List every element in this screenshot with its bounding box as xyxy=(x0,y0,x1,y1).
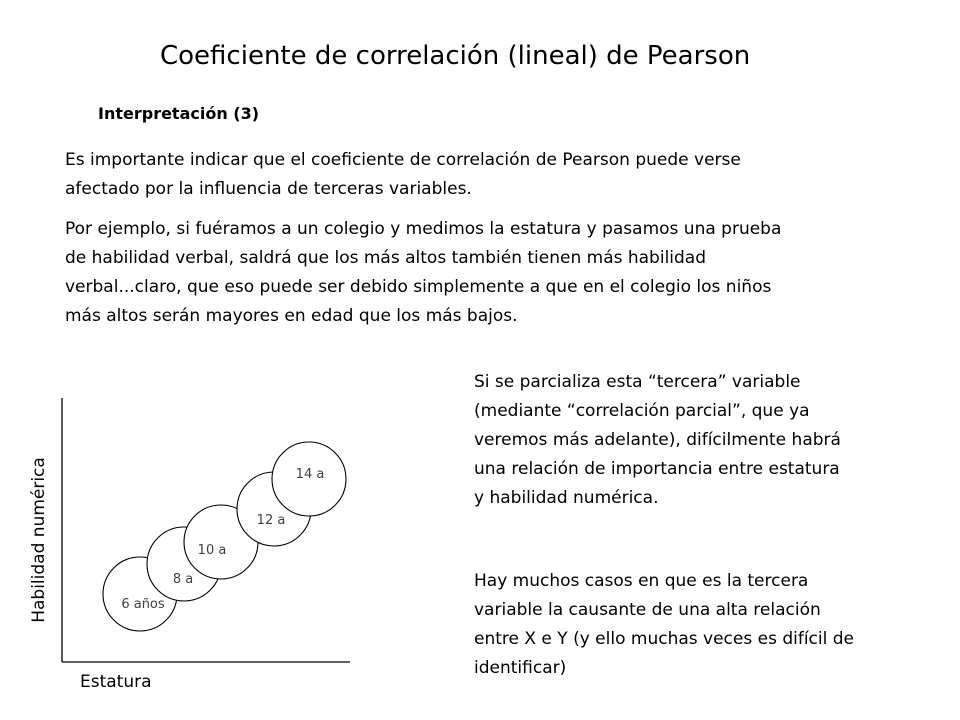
slide-subtitle: Interpretación (3) xyxy=(98,104,260,123)
intro-line: Es importante indicar que el coeficiente de correlación de Pearson puede verse xyxy=(65,150,741,170)
age-group-label: 8 a xyxy=(172,572,194,587)
age-group-label: 10 a xyxy=(197,543,227,558)
age-group-label: 6 años xyxy=(121,597,165,612)
y-axis-label: Habilidad numérica xyxy=(29,457,49,623)
age-group-label: 14 a xyxy=(295,467,325,482)
age-group-label: 12 a xyxy=(256,513,286,528)
example-line: de habilidad verbal, saldrá que los más altos también tienen más habilidad xyxy=(65,248,707,268)
conclusion-line: entre X e Y (y ello muchas veces es difícil de xyxy=(474,629,854,649)
partial-line: veremos más adelante), difícilmente habrá xyxy=(474,430,841,450)
x-axis-label: Estatura xyxy=(80,672,152,692)
partial-line: y habilidad numérica. xyxy=(474,488,659,508)
conclusion-line: variable la causante de una alta relación xyxy=(474,600,821,620)
partial-line: (mediante “correlación parcial”, que ya xyxy=(474,401,810,421)
partial-line: una relación de importancia entre estatura xyxy=(474,459,840,479)
partial-line: Si se parcializa esta “tercera” variable xyxy=(474,372,801,392)
example-line: más altos serán mayores en edad que los más bajos. xyxy=(65,306,518,326)
conclusion-line: Hay muchos casos en que es la tercera xyxy=(474,571,809,591)
example-line: Por ejemplo, si fuéramos a un colegio y medimos la estatura y pasamos una prueba xyxy=(65,219,782,239)
conclusion-line: identificar) xyxy=(474,658,567,678)
slide-title: Coeficiente de correlación (lineal) de Pearson xyxy=(160,41,751,71)
example-line: verbal...claro, que eso puede ser debido simplemente a que en el colegio los niños xyxy=(65,277,772,297)
intro-line: afectado por la influencia de terceras variables. xyxy=(65,179,472,199)
